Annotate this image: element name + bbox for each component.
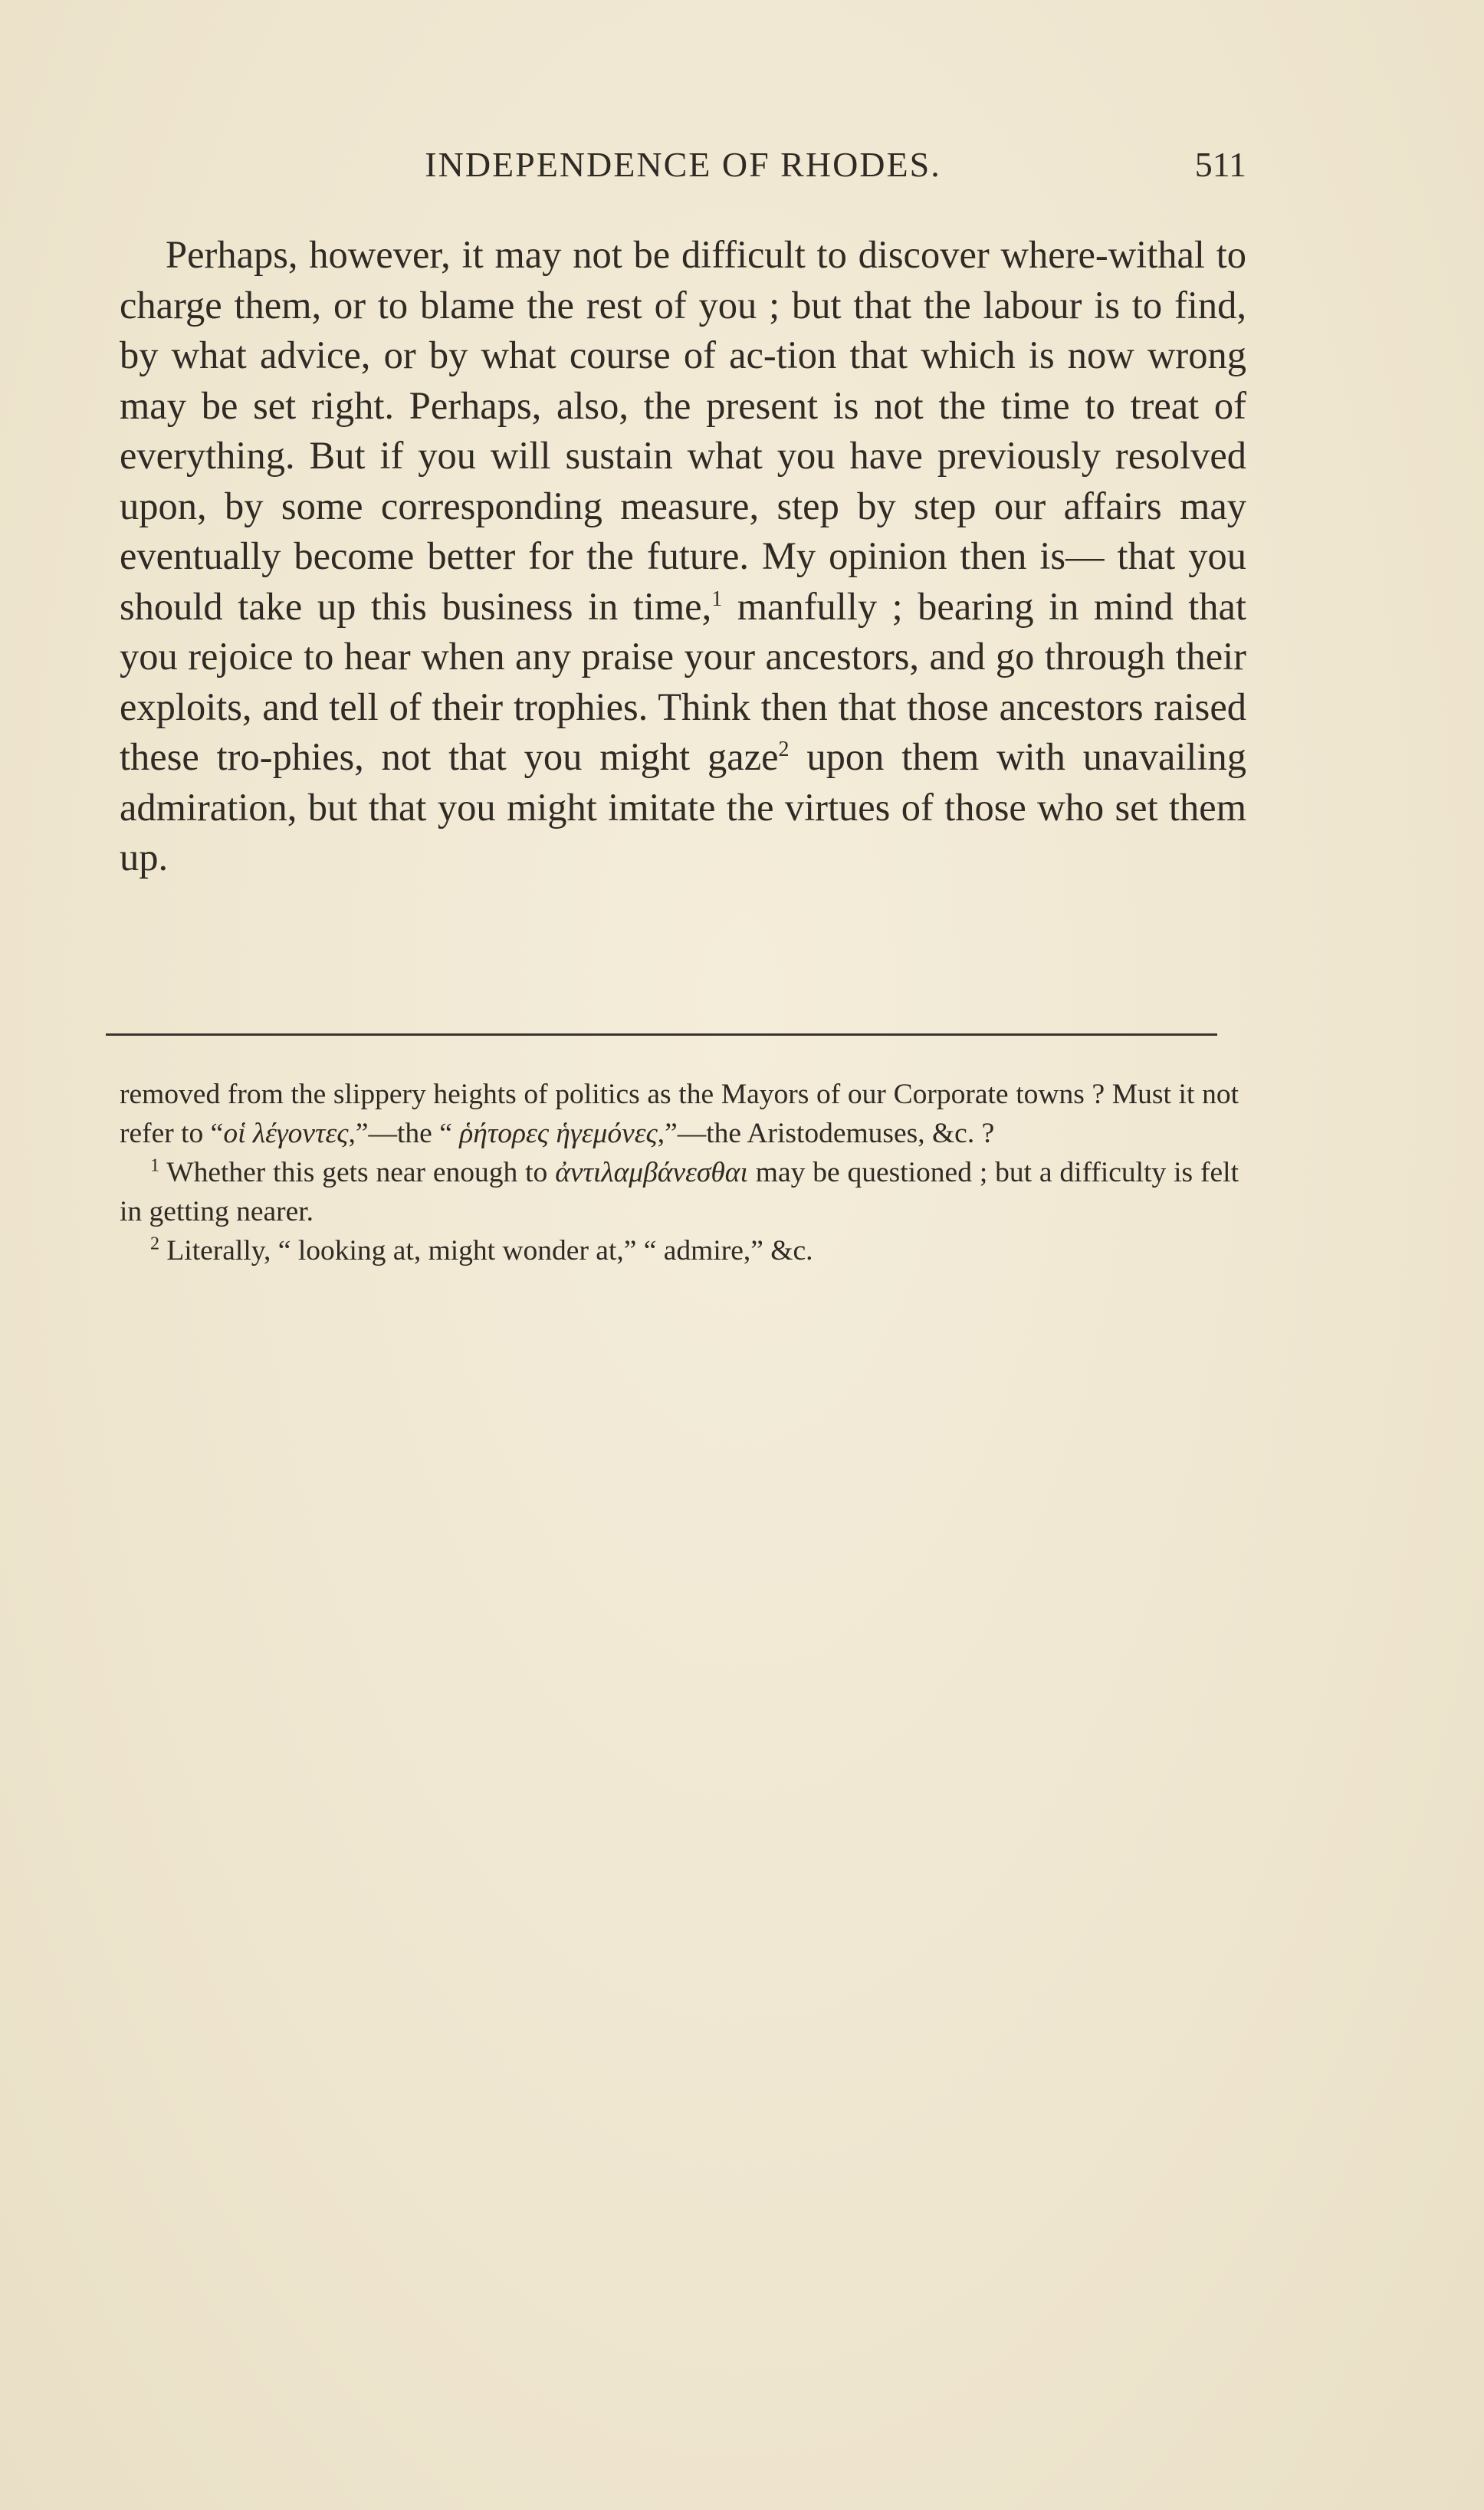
footnote-2-marker: 2 <box>150 1234 159 1254</box>
greek-phrase: ἀντιλαμβάνεσθαι <box>555 1157 748 1188</box>
body-paragraph <box>120 230 1246 883</box>
body-text-part-3: upon them with unavailing admiration, but that you might imitate the virtues of those who set them up. <box>120 735 1246 879</box>
footnote-ref-2: 2 <box>778 738 790 762</box>
footnote-ref-1: 1 <box>711 586 723 611</box>
footnote-2-text: Literally, “ looking at, might wonder at,” “ admire,” &c. <box>159 1235 813 1266</box>
page-number: 511 <box>1194 145 1246 184</box>
footnote-1-marker: 1 <box>150 1155 159 1176</box>
footnote-1 <box>120 1153 1239 1231</box>
body-text-part-2: manfully ; bearing in mind that you rejoice to hear when any praise your ancestors, and go through their exploits, and tell of their trophies. Think then that those ancestors raised these tro-phies, not that you might gaze <box>120 584 1246 778</box>
footnote-continuation-text-c: ,”—the Aristodemuses, &c. ? <box>657 1118 995 1149</box>
footnote-continuation-text-a: removed from the slippery heights of politics as the Mayors of our Corporate towns ? Must it not refer to “ <box>120 1079 1239 1149</box>
footnote-continuation <box>120 1075 1239 1153</box>
body-text-part-1: Perhaps, however, it may not be difficult to discover where-withal to charge them, or to blame the rest of you ; but that the labour is to find, by what advice, or by what course of ac-tion that which is now wrong may be set right. Perhaps, also, the present is not the time to treat of everything. But if you will sustain what you have previously resolved upon, by some corresponding measure, step by step our affairs may eventually become better for the future. My opinion then is— that you should take up this business in time, <box>120 233 1246 628</box>
greek-phrase: οἱ λέγοντες <box>223 1118 349 1149</box>
footnote-continuation-text-b: ,”—the “ <box>348 1118 460 1149</box>
page-header <box>120 144 1246 198</box>
footnote-1-text-b: may be questioned ; but a difficulty is felt in getting nearer. <box>120 1157 1239 1227</box>
footnotes <box>120 1075 1239 1270</box>
footnote-1-text-a: Whether this gets near enough to <box>159 1157 556 1188</box>
running-title: INDEPENDENCE OF RHODES. <box>425 145 941 184</box>
footnote-2 <box>120 1231 1239 1270</box>
footnote-divider <box>106 1033 1217 1036</box>
greek-phrase: ῥήτορες ἡγεμόνες <box>459 1118 658 1149</box>
